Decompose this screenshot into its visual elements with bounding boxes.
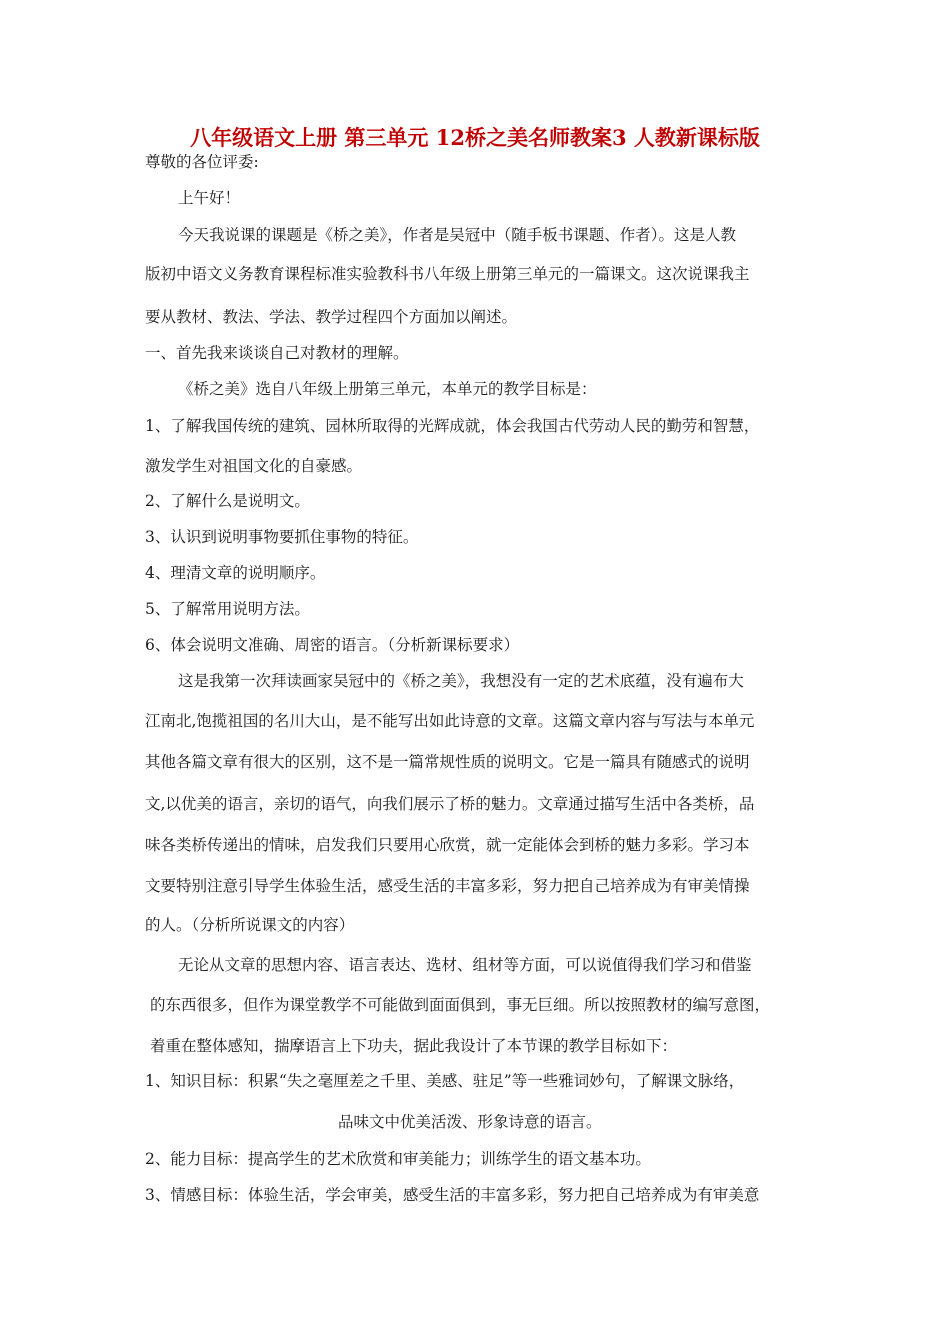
text-line: 2、能力目标：提高学生的艺术欣赏和审美能力；训练学生的语文基本功。 <box>145 1150 651 1168</box>
text-line: 1、了解我国传统的建筑、园林所取得的光辉成就，体会我国古代劳动人民的勤劳和智慧， <box>145 417 760 435</box>
text-line: 文,以优美的语言，亲切的语气，向我们展示了桥的魅力。文章通过描写生活中各类桥，品 <box>145 795 755 813</box>
text-line: 1、知识目标：积累“失之毫厘差之千里、美感、驻足”等一些雅词妙句，了解课文脉络， <box>145 1072 745 1090</box>
text-line: 味各类桥传递出的情味，启发我们只要用心欣赏，就一定能体会到桥的魅力多彩。学习本 <box>145 836 750 854</box>
text-line: 无论从文章的思想内容、语言表达、选材、组材等方面，可以说值得我们学习和借鉴 <box>178 956 752 974</box>
text-line: 上午好！ <box>178 189 241 207</box>
text-line: 6、体会说明文准确、周密的语言。（分析新课标要求） <box>145 636 520 654</box>
text-line: 这是我第一次拜读画家吴冠中的《桥之美》，我想没有一定的艺术底蕴，没有遍布大 <box>178 672 744 690</box>
text-line: 文要特别注意引导学生体验生活，感受生活的丰富多彩，努力把自己培养成为有审美情操 <box>145 877 750 895</box>
text-line: 的东西很多，但作为课堂教学不可能做到面面俱到，事无巨细。所以按照教材的编写意图， <box>150 996 771 1014</box>
text-line: 尊敬的各位评委: <box>145 153 259 171</box>
document-title: 八年级语文上册 第三单元 12桥之美名师教案3 人教新课标版 <box>190 125 760 150</box>
text-line: 的人。（分析所说课文的内容） <box>145 916 355 934</box>
text-line: 3、情感目标：体验生活，学会审美，感受生活的丰富多彩，努力把自己培养成为有审美意 <box>145 1186 760 1204</box>
text-line: 激发学生对祖国文化的自豪感。 <box>145 457 363 475</box>
text-line: 其他各篇文章有很大的区别，这不是一篇常规性质的说明文。它是一篇具有随感式的说明 <box>145 753 750 771</box>
text-line: 江南北,饱揽祖国的名川大山，是不能写出如此诗意的文章。这篇文章内容与写法与本单元 <box>145 712 755 730</box>
text-line: 5、了解常用说明方法。 <box>145 600 310 618</box>
text-line: 一、首先我来谈谈自己对教材的理解。 <box>145 344 409 362</box>
text-line: 《桥之美》选自八年级上册第三单元，本单元的教学目标是： <box>178 380 597 398</box>
text-line: 4、理清文章的说明顺序。 <box>145 564 326 582</box>
text-line: 着重在整体感知，揣摩语言上下功夫，据此我设计了本节课的教学目标如下： <box>150 1037 678 1055</box>
text-line: 品味文中优美活泼、形象诗意的语言。 <box>338 1113 602 1131</box>
text-line: 版初中语文义务教育课程标准实验教科书八年级上册第三单元的一篇课文。这次说课我主 <box>145 265 750 283</box>
text-line: 今天我说课的课题是《桥之美》，作者是吴冠中（随手板书课题、作者）。这是人教 <box>178 226 737 244</box>
text-line: 3、认识到说明事物要抓住事物的特征。 <box>145 528 419 546</box>
text-line: 2、了解什么是说明文。 <box>145 492 310 510</box>
text-line: 要从教材、教法、学法、教学过程四个方面加以阐述。 <box>145 308 518 326</box>
